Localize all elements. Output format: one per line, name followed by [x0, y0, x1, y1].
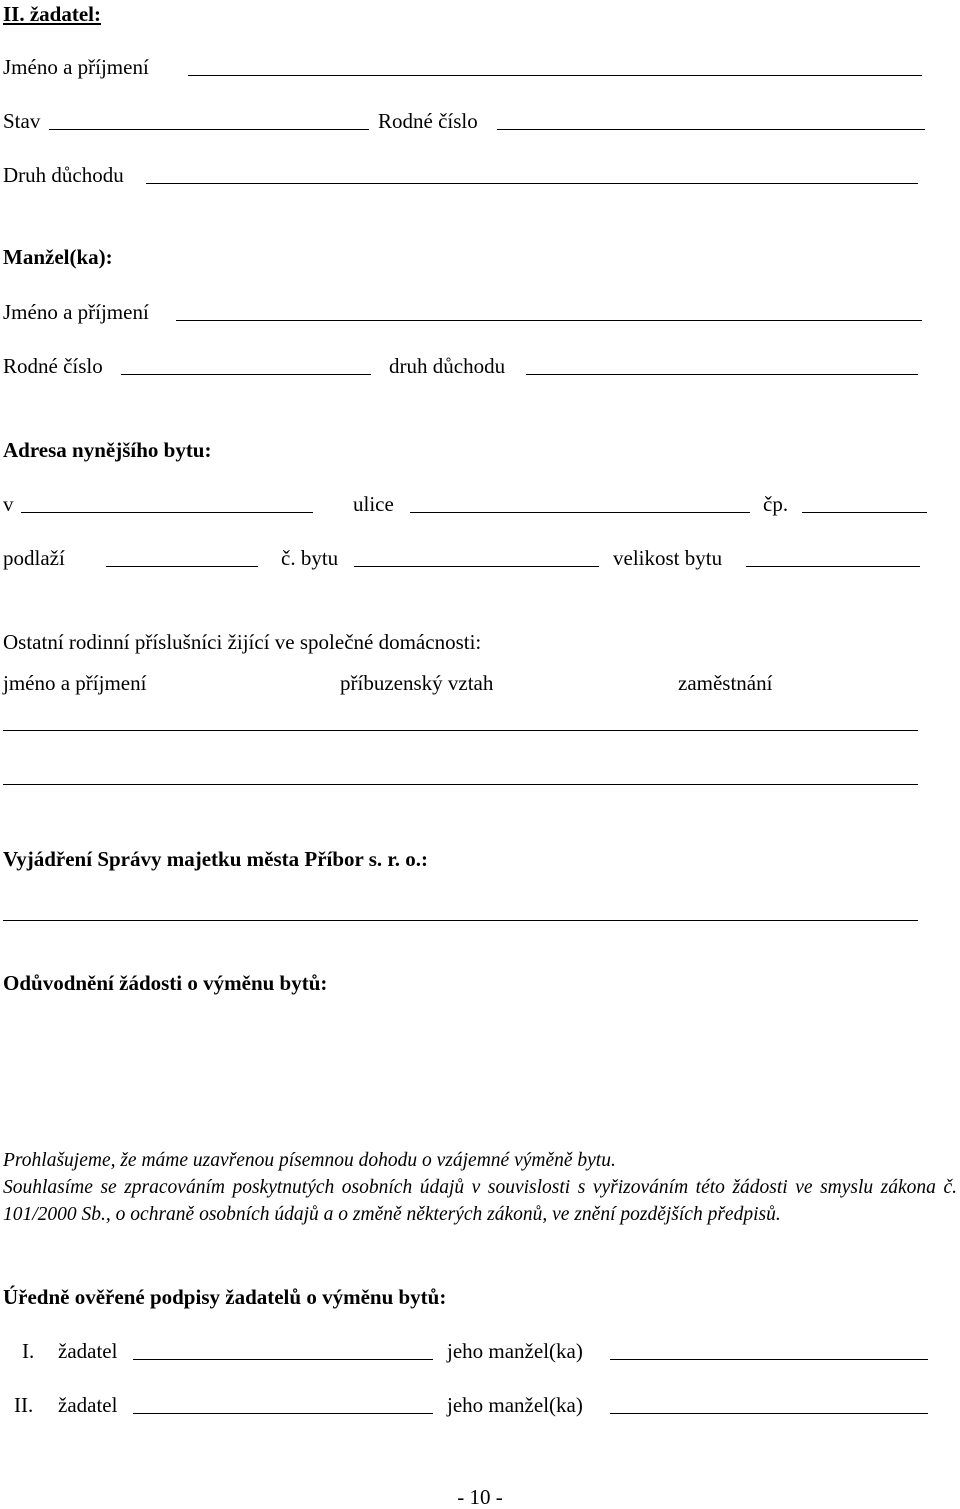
- household-row-field-1[interactable]: [3, 730, 918, 731]
- address-in-label: v: [3, 492, 14, 516]
- statement-heading: Vyjádření Správy majetku města Příbor s. r. o.:: [3, 847, 429, 871]
- signature-row-2-spouse-label: jeho manžel(ka): [447, 1393, 583, 1417]
- page-number: - 10 -: [457, 1485, 503, 1509]
- address-flat-no-field[interactable]: [354, 566, 599, 567]
- household-heading: Ostatní rodinní příslušníci žijící ve společné domácnosti:: [3, 630, 482, 654]
- signature-row-2-spouse-field[interactable]: [610, 1413, 928, 1414]
- spouse-birth-number-field[interactable]: [121, 374, 371, 375]
- address-floor-field[interactable]: [106, 566, 258, 567]
- declaration-line-1: Prohlašujeme, že máme uzavřenou písemnou dohodu o vzájemné výměně bytu.: [3, 1150, 616, 1171]
- address-floor-label: podlaží: [3, 546, 65, 570]
- spouse-name-label: Jméno a příjmení: [3, 300, 149, 324]
- address-size-label: velikost bytu: [613, 546, 723, 570]
- spouse-birth-number-label: Rodné číslo: [3, 354, 103, 378]
- spouse-pension-field[interactable]: [526, 374, 918, 375]
- applicant2-status-field[interactable]: [49, 129, 369, 130]
- address-heading: Adresa nynějšího bytu:: [3, 438, 212, 462]
- applicant2-name-field[interactable]: [188, 75, 922, 76]
- signature-row-2-num: II.: [14, 1393, 34, 1417]
- applicant2-birth-number-field[interactable]: [497, 129, 925, 130]
- applicant2-name-label: Jméno a příjmení: [3, 55, 149, 79]
- applicant2-status-label: Stav: [3, 109, 41, 133]
- address-house-no-label: čp.: [763, 492, 789, 516]
- signature-row-1-spouse-field[interactable]: [610, 1359, 928, 1360]
- spouse-heading: Manžel(ka):: [3, 245, 113, 269]
- household-row-field-2[interactable]: [3, 784, 918, 785]
- signature-row-2-applicant-field[interactable]: [133, 1413, 433, 1414]
- statement-field[interactable]: [3, 920, 918, 921]
- signature-row-1-spouse-label: jeho manžel(ka): [447, 1339, 583, 1363]
- signature-row-1-num: I.: [22, 1339, 35, 1363]
- spouse-name-field[interactable]: [176, 320, 922, 321]
- household-col-job: zaměstnání: [678, 671, 773, 695]
- declaration-line-2: Souhlasíme se zpracováním poskytnutých osobních údajů v souvislosti s vyřizováním této žádosti ve smyslu zákona č. 101/2000 Sb., o ochraně osobních údajů a o změně některých zákonů, ve znění pozdějších předpisů.: [3, 1177, 957, 1225]
- address-flat-no-label: č. bytu: [281, 546, 339, 570]
- spouse-pension-label: druh důchodu: [389, 354, 506, 378]
- address-town-field[interactable]: [21, 512, 313, 513]
- justification-heading: Odůvodnění žádosti o výměnu bytů:: [3, 971, 328, 995]
- applicant2-heading: II. žadatel:: [3, 2, 101, 26]
- signature-row-2-applicant-label: žadatel: [58, 1393, 118, 1417]
- household-col-name: jméno a příjmení: [3, 671, 147, 695]
- applicant2-birth-number-label: Rodné číslo: [378, 109, 478, 133]
- applicant2-pension-label: Druh důchodu: [3, 163, 124, 187]
- signatures-heading: Úředně ověřené podpisy žadatelů o výměnu bytů:: [3, 1285, 447, 1309]
- address-street-field[interactable]: [410, 512, 750, 513]
- address-street-label: ulice: [353, 492, 394, 516]
- address-size-field[interactable]: [746, 566, 920, 567]
- address-house-no-field[interactable]: [802, 512, 927, 513]
- household-col-relation: příbuzenský vztah: [340, 671, 494, 695]
- declaration-paragraph: [3, 1147, 957, 1228]
- signature-row-1-applicant-label: žadatel: [58, 1339, 118, 1363]
- applicant2-pension-field[interactable]: [146, 183, 918, 184]
- signature-row-1-applicant-field[interactable]: [133, 1359, 433, 1360]
